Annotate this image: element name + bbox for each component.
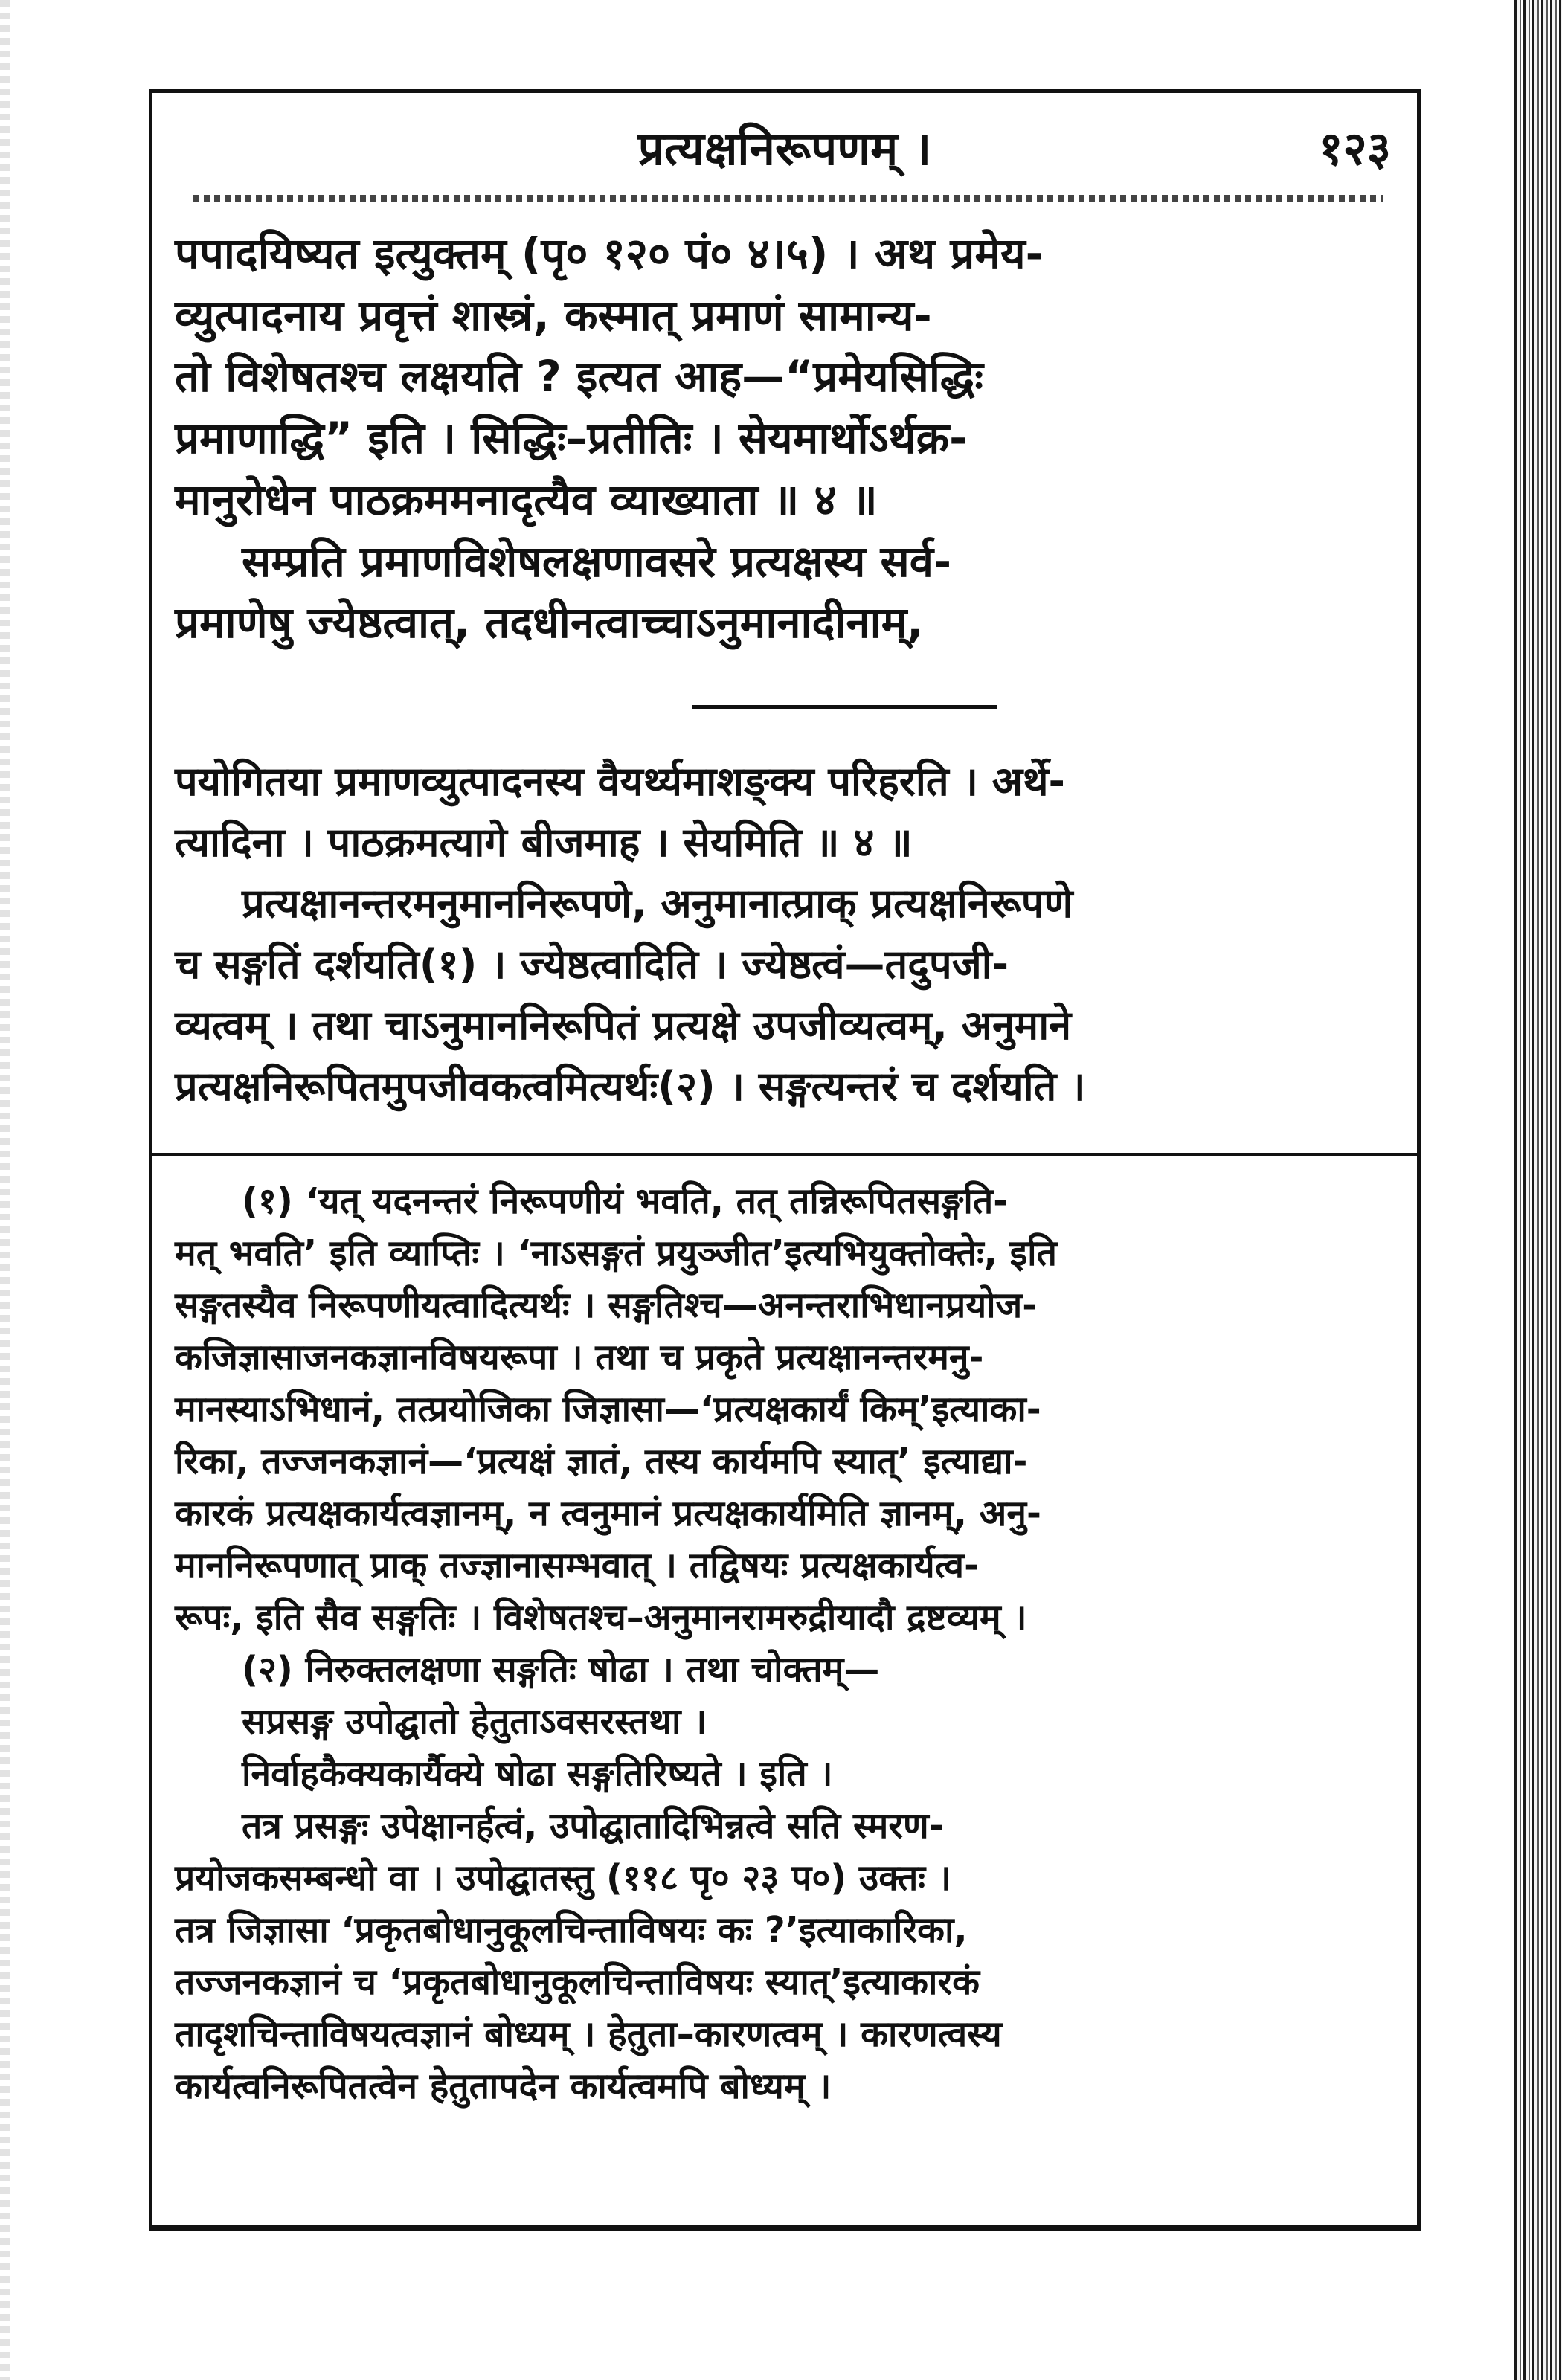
main-line: तो विशेषतश्च लक्षयति ? इत्यत आह—“प्रमेयसिद्धिः	[175, 351, 983, 402]
footnote-line: रूपः, इति सैव सङ्गतिः । विशेषतश्च–अनुमानरामरुद्रीयादौ द्रष्टव्यम् ।	[175, 1597, 1027, 1638]
footnote-line: रिका, तज्जनकज्ञानं—‘प्रत्यक्षं ज्ञातं, तस्य कार्यमपि स्यात्’ इत्याद्या-	[175, 1441, 1028, 1482]
commentary-line: च सङ्गतिं दर्शयति(१) । ज्येष्ठत्वादिति । ज्येष्ठत्वं—तदुपजी-	[175, 941, 1009, 988]
footnote-verse-line: सप्रसङ्ग उपोद्घातो हेतुताऽवसरस्तथा ।	[242, 1701, 707, 1743]
footnotes	[175, 1175, 1395, 2112]
commentary-line: व्यत्वम् । तथा चाऽनुमाननिरूपितं प्रत्यक्षे उपजीव्यत्वम्, अनुमाने	[175, 1002, 1072, 1049]
footnote-line: कार्यत्वनिरूपितत्वेन हेतुतापदेन कार्यत्वमपि बोध्यम् ।	[175, 2065, 832, 2107]
main-line: मानुरोधेन पाठक्रममनादृत्यैव व्याख्याता ॥ ४ ॥	[175, 474, 878, 525]
footnote-line: सङ्गतस्यैव निरूपणीयत्वादित्यर्थः । सङ्गतिश्च—अनन्तराभिधानप्रयोज-	[175, 1284, 1038, 1326]
main-line: पपादयिष्यत इत्युक्तम् (पृ० १२० पं० ४।५) । अथ प्रमेय-	[175, 228, 1044, 279]
footnote-line: मानस्याऽभिधानं, तत्प्रयोजिका जिज्ञासा—‘प्रत्यक्षकार्यं किम्’इत्याका-	[175, 1389, 1041, 1430]
main-text	[175, 223, 1395, 654]
footnote-line: कारकं प्रत्यक्षकार्यत्वज्ञानम्, न त्वनुमानं प्रत्यक्षकार्यमिति ज्ञानम्, अनु-	[175, 1493, 1041, 1534]
scan-left-edge	[0, 0, 10, 2380]
commentary-line: प्रत्यक्षानन्तरमनुमाननिरूपणे, अनुमानात्प्राक् प्रत्यक्षनिरूपणे	[242, 880, 1073, 927]
footnote-verse-line: निर्वाहकैक्यकार्यैक्ये षोढा सङ्गतिरिष्यते । इति ।	[242, 1753, 833, 1795]
footnote-line: मत् भवति’ इति व्याप्तिः । ‘नाऽसङ्गतं प्रयुञ्जीत’इत्यभियुक्तोक्तेः, इति	[175, 1232, 1057, 1274]
footnote-line: तज्जनकज्ञानं च ‘प्रकृतबोधानुकूलचिन्ताविषयः स्यात्’इत्याकारकं	[175, 1961, 980, 2003]
footnote-line: (१) ‘यत् यदनन्तरं निरूपणीयं भवति, तत् तन्निरूपितसङ्गति-	[242, 1180, 1009, 1222]
main-line: व्युत्पादनाय प्रवृत्तं शास्त्रं, कस्मात् प्रमाणं सामान्य-	[175, 289, 932, 341]
footnote-line: तादृशचिन्ताविषयत्वज्ञानं बोध्यम् । हेतुता–कारणत्वम् । कारणत्वस्य	[175, 2013, 1002, 2055]
commentary-line: त्यादिना । पाठक्रमत्यागे बीजमाह । सेयमिति ॥ ४ ॥	[175, 819, 913, 866]
main-line: प्रमाणेषु ज्येष्ठत्वात्, तदधीनत्वाच्चाऽनुमानादीनाम्,	[175, 597, 924, 649]
main-text-underline	[692, 705, 997, 709]
commentary-line: पयोगितया प्रमाणव्युत्पादनस्य वैयर्थ्यमाशङ्क्य परिहरति । अर्थे-	[175, 758, 1065, 805]
page-number: १२३	[1319, 121, 1391, 176]
footnote-line: तत्र जिज्ञासा ‘प्रकृतबोधानुकूलचिन्ताविषयः कः ?’इत्याकारिका,	[175, 1909, 968, 1951]
commentary-text	[175, 751, 1395, 1117]
footnote-divider	[152, 1153, 1417, 1156]
header-title: प्रत्यक्षनिरूपणम् ।	[637, 121, 932, 176]
running-header	[156, 104, 1413, 186]
main-line: सम्प्रति प्रमाणविशेषलक्षणावसरे प्रत्यक्षस्य सर्व-	[242, 536, 952, 587]
scan-right-edge	[1514, 0, 1562, 2380]
footnote-line: (२) निरुक्तलक्षणा सङ्गतिः षोढा । तथा चोक्तम्—	[242, 1649, 880, 1691]
footnote-line: माननिरूपणात् प्राक् तज्ज्ञानासम्भवात् । तद्विषयः प्रत्यक्षकार्यत्व-	[175, 1545, 980, 1586]
header-wavy-rule	[193, 195, 1383, 202]
footnote-line: प्रयोजकसम्बन्धो वा । उपोद्घातस्तु (११८ पृ० २३ प०) उक्तः ।	[175, 1857, 951, 1899]
main-line: प्रमाणाद्धि” इति । सिद्धिः–प्रतीतिः । सेयमार्थोऽर्थक्र-	[175, 413, 968, 464]
commentary-line: प्रत्यक्षनिरूपितमुपजीवकत्वमित्यर्थः(२) । सङ्गत्यन्तरं च दर्शयति ।	[175, 1063, 1086, 1110]
footnote-line: तत्र प्रसङ्गः उपेक्षानर्हत्वं, उपोद्घातादिभिन्नत्वे सति स्मरण-	[242, 1805, 944, 1847]
footnote-line: कजिज्ञासाजनकज्ञानविषयरूपा । तथा च प्रकृते प्रत्यक्षानन्तरमनु-	[175, 1337, 984, 1378]
